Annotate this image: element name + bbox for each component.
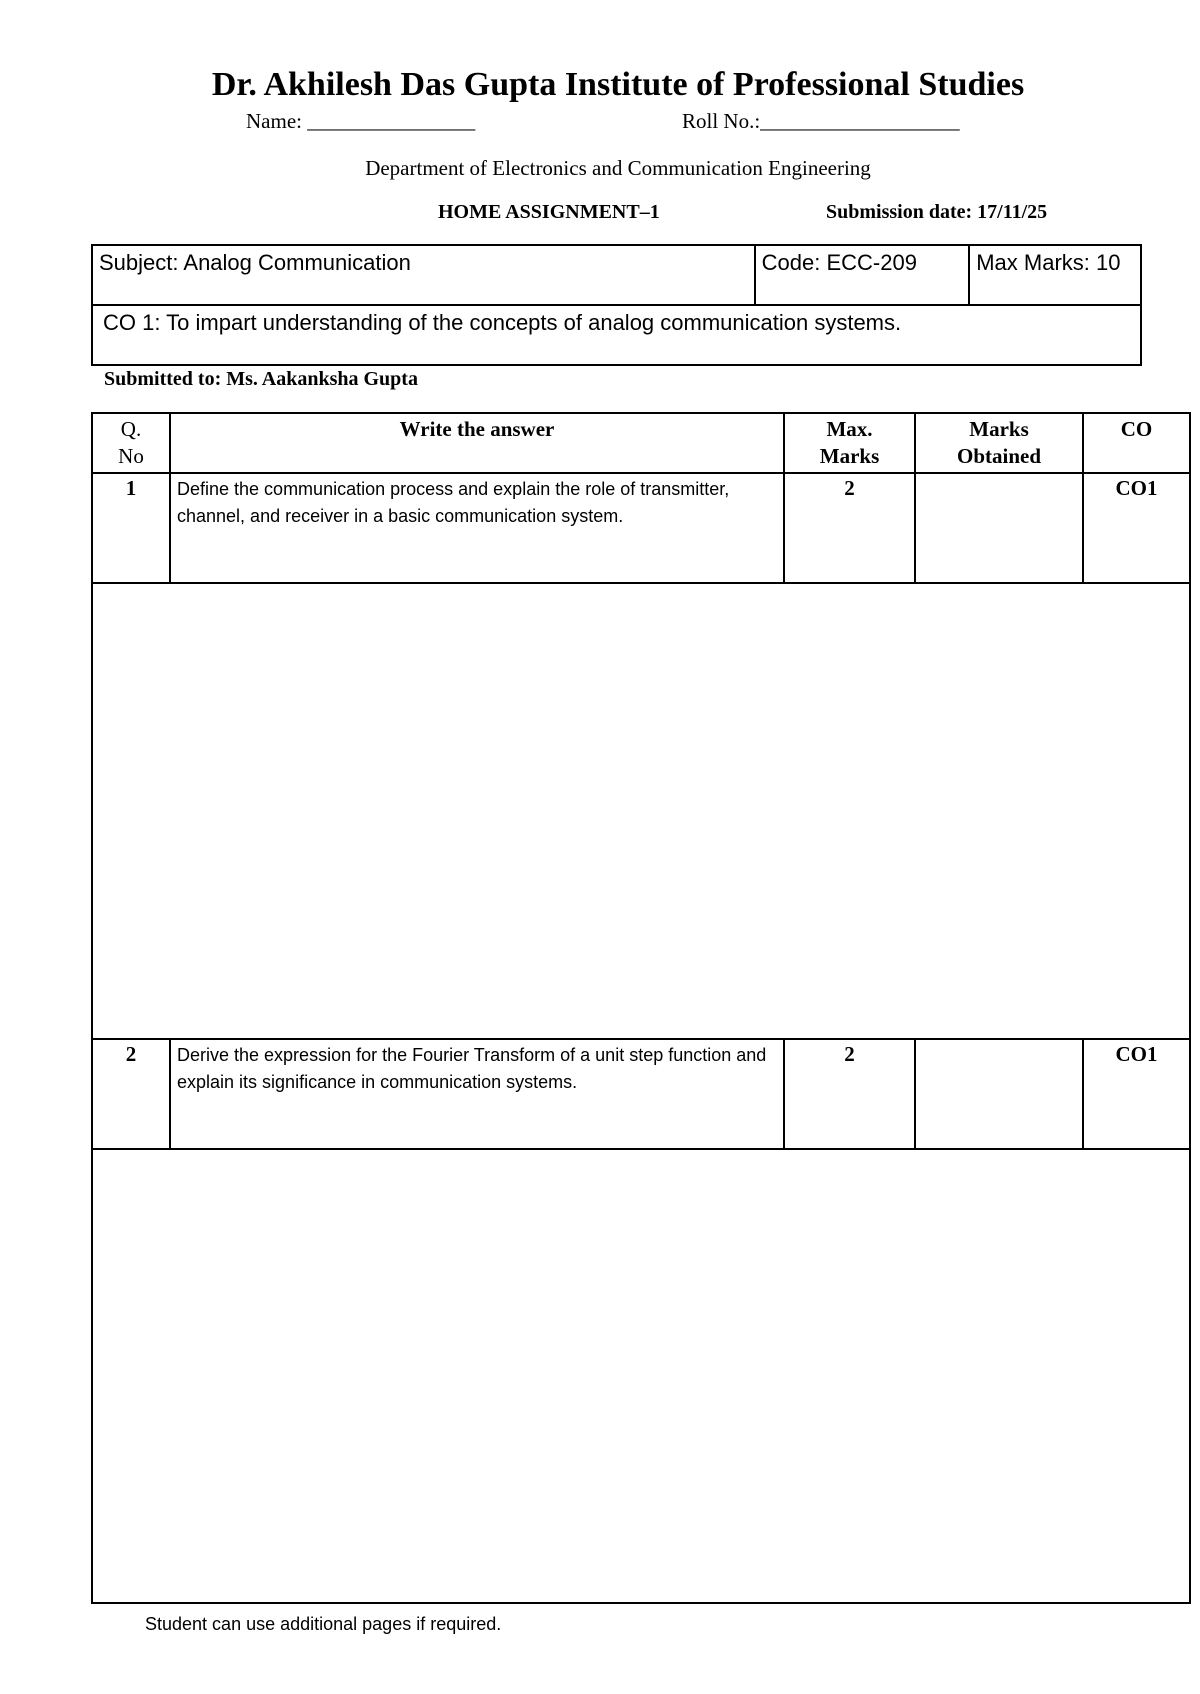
roll-no-field: Roll No.:___________________ [682, 109, 960, 133]
submission-date: Submission date: 17/11/25 [826, 201, 1048, 223]
question-text: Derive the expression for the Fourier Transform of a unit step function and explain its significance in communication systems. [170, 1039, 784, 1149]
assignment-title: HOME ASSIGNMENT–1 [438, 201, 660, 223]
question-co: CO1 [1083, 1039, 1190, 1149]
question-max-marks: 2 [784, 1039, 915, 1149]
question-marks-obtained[interactable] [915, 473, 1083, 583]
subject-cell: Subject: Analog Communication [92, 245, 755, 305]
submitted-to: Submitted to: Ms. Aakanksha Gupta [104, 368, 418, 390]
question-co: CO1 [1083, 473, 1190, 583]
name-field: Name: ________________ [246, 109, 476, 133]
answer-area-2[interactable] [92, 1149, 1190, 1603]
question-number: 2 [92, 1039, 170, 1149]
header-qno-line2: No [118, 444, 144, 468]
course-code-cell: Code: ECC-209 [755, 245, 970, 305]
footer-note: Student can use additional pages if required. [145, 1614, 502, 1634]
question-row-2 [92, 1039, 1190, 1149]
table-header-row [92, 413, 1190, 473]
question-number: 1 [92, 473, 170, 583]
answer-area-row-2 [92, 1149, 1190, 1603]
header-qno [92, 413, 170, 473]
header-max-line2: Marks [819, 444, 880, 468]
header-max-marks [784, 413, 915, 473]
max-marks-cell: Max Marks: 10 [969, 245, 1141, 305]
question-row-1 [92, 473, 1190, 583]
course-info-table [91, 244, 1142, 366]
assignment-table [91, 412, 1191, 1604]
header-max-line1: Max. [826, 417, 873, 441]
department-name: Department of Electronics and Communication Engineering [365, 156, 871, 180]
answer-area-row-1 [92, 583, 1190, 1039]
co-statement-cell: CO 1: To impart understanding of the concepts of analog communication systems. [92, 305, 1141, 365]
header-co: CO [1083, 413, 1190, 473]
header-obtained-line2: Obtained [956, 444, 1042, 468]
question-max-marks: 2 [784, 473, 915, 583]
institute-title: Dr. Akhilesh Das Gupta Institute of Professional Studies [211, 66, 1025, 103]
question-marks-obtained[interactable] [915, 1039, 1083, 1149]
header-qno-line1: Q. [120, 417, 142, 441]
header-marks-obtained [915, 413, 1083, 473]
header-obtained-line1: Marks [969, 417, 1029, 441]
header-answer: Write the answer [170, 413, 784, 473]
answer-area-1[interactable] [92, 583, 1190, 1039]
question-text: Define the communication process and explain the role of transmitter, channel, and receiver in a basic communication system. [170, 473, 784, 583]
